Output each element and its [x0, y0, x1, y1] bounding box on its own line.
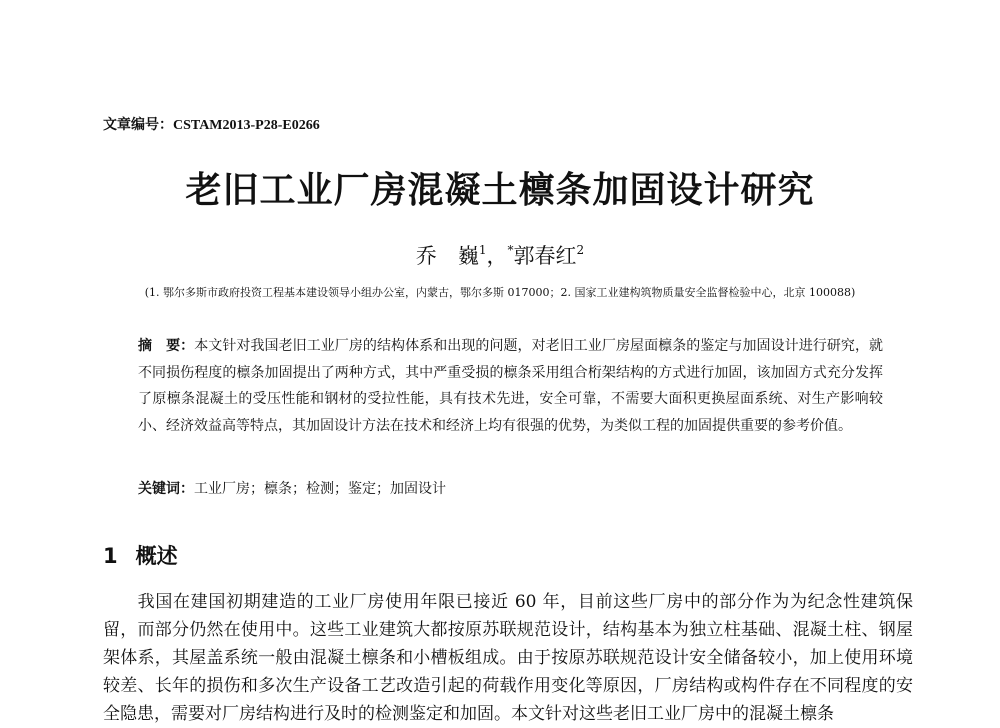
abstract-text: 本文针对我国老旧工业厂房的结构体系和出现的问题，对老旧工业厂房屋面檩条的鉴定与加固设计进行研究，就不同损伤程度的檩条加固提出了两种方式，其中严重受损的檩条采用组合桁架结构的方式进行加固，该加固方式充分发挥了原檩条混凝土的受压性能和钢材的受拉性能，具有技术先进，安全可靠，不需要大面积更换屋面系统、对生产影响较小、经济效益高等特点，其加固设计方法在技术和经济上均有很强的优势，为类似工程的加固提供重要的参考价值。 [138, 338, 884, 434]
corresponding-author-marker: * [507, 243, 514, 257]
author-name: 郭春红 [513, 244, 577, 268]
keywords [138, 478, 446, 498]
section-number: 1 [103, 544, 118, 568]
author-name: 乔 巍 [415, 244, 479, 268]
author-separator: ， [486, 244, 508, 268]
body-paragraph [103, 588, 913, 728]
author-line [0, 240, 1000, 270]
affiliation-marker: 1 [478, 243, 487, 257]
abstract [138, 333, 883, 439]
abstract-label: 摘 要： [138, 338, 195, 354]
article-number: 文章编号：CSTAM2013-P28-E0266 [103, 118, 320, 133]
body-paragraph-text: 我国在建国初期建造的工业厂房使用年限已接近 60 年，目前这些厂房中的部分作为为纪念性建筑保留，而部分仍然在使用中。这些工业建筑大都按原苏联规范设计，结构基本为独立柱基础、混凝土柱、钢屋架体系，其屋盖系统一般由混凝土檩条和小槽板组成。由于按原苏联规范设计安全储备较小，加上使用环境较差、长年的损伤和多次生产设备工艺改造引起的荷载作用变化等原因，厂房结构或构件存在不同程度的安全隐患，需要对厂房结构进行及时的检测鉴定和加固。本文针对这些老旧工业厂房中的混凝土檩条 [103, 592, 913, 724]
affiliations: (1. 鄂尔多斯市政府投资工程基本建设领导小组办公室，内蒙古，鄂尔多斯 017000；2. 国家工业建构筑物质量安全监督检验中心，北京 100088) [144, 286, 856, 299]
keywords-label: 关键词： [138, 481, 194, 497]
affiliation-marker: 2 [576, 243, 585, 257]
paper-title: 老旧工业厂房混凝土檩条加固设计研究 [185, 170, 815, 211]
keywords-text: 工业厂房；檩条；检测；鉴定；加固设计 [194, 481, 446, 497]
section-title: 概述 [135, 544, 178, 568]
section-heading [103, 540, 178, 570]
